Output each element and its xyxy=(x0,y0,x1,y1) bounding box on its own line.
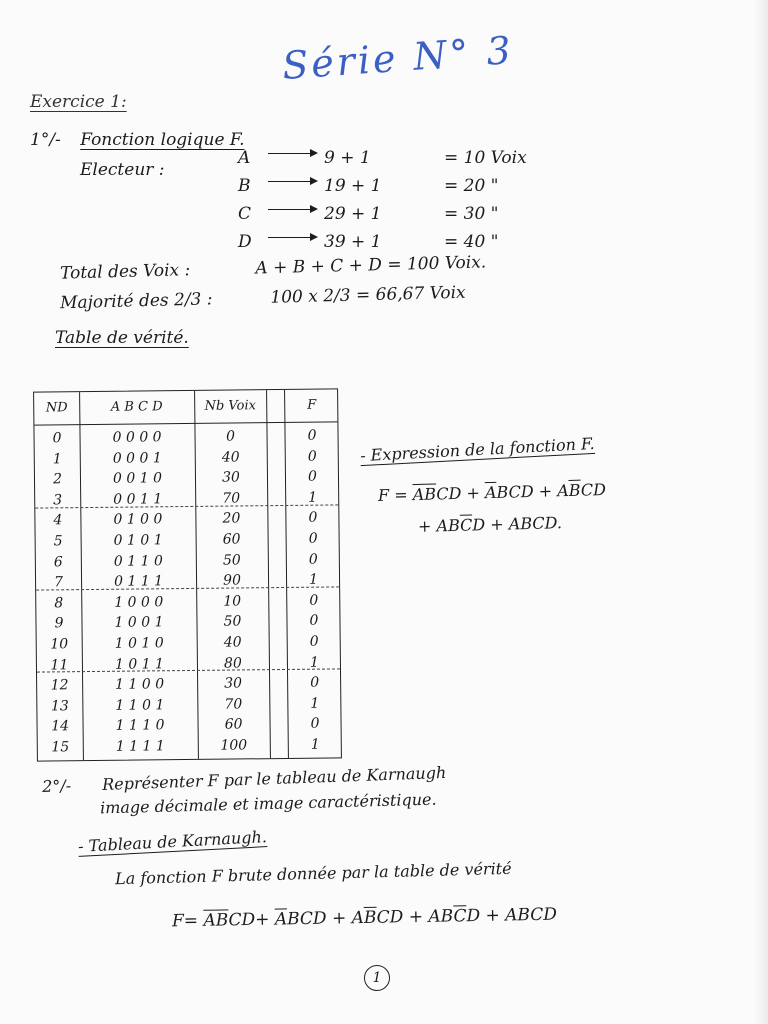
electeur-result: = 30 " xyxy=(444,204,499,224)
electeur-calc: 29 + 1 xyxy=(324,204,382,224)
arrow-icon xyxy=(268,181,316,182)
table-cell: 1 0 1 0 xyxy=(114,635,164,652)
table-cell: 0 xyxy=(226,428,236,445)
table-cell: 50 xyxy=(222,552,241,569)
table-cell: 0 xyxy=(309,633,319,650)
table-cell: 90 xyxy=(223,572,242,589)
table-cell: 2 xyxy=(52,471,63,488)
electeur-list xyxy=(238,148,527,252)
expression-line-1: $F = \overline{A}\overline{B}CD + \overline{A}BCD + A\overline{B}CD$ xyxy=(377,480,607,505)
electeur-var: D xyxy=(238,232,252,252)
table-cell: 60 xyxy=(222,531,241,548)
electeur-row xyxy=(238,204,527,224)
table-cell: 3 xyxy=(53,492,63,509)
table-cell: 50 xyxy=(223,613,242,631)
table-cell: 0 0 0 0 xyxy=(112,429,162,446)
table-cell: 0 0 0 1 xyxy=(112,449,162,467)
series-title: Série N° 3 xyxy=(280,27,516,89)
electeur-result: = 40 " xyxy=(444,232,499,252)
table-cell: 14 xyxy=(51,718,70,735)
arrow-icon xyxy=(268,237,316,238)
table-cell: 1 1 0 1 xyxy=(115,697,165,714)
page-edge xyxy=(754,0,768,1024)
table-cell: 0 xyxy=(310,716,320,733)
exercise-heading: Exercice 1: xyxy=(30,92,127,112)
table-cell: 1 xyxy=(310,695,320,712)
table-cell: 0 0 1 0 xyxy=(112,470,163,487)
majorite-expression: 100 x 2/3 = 66,67 Voix xyxy=(270,282,466,308)
karnaugh-title: - Tableau de Karnaugh. xyxy=(77,827,268,856)
table-cell: 0 xyxy=(308,551,318,568)
majorite-label: Majorité des 2/3 : xyxy=(59,289,213,314)
majorite xyxy=(60,283,466,314)
table-header: ND xyxy=(45,400,68,416)
karnaugh-heading xyxy=(78,827,268,856)
table-cell: 8 xyxy=(54,595,64,612)
table-cell: 1 xyxy=(52,450,62,467)
table-cell: 10 xyxy=(223,593,242,610)
table-cell: 5 xyxy=(53,533,63,550)
table-cell: 0 xyxy=(309,592,319,609)
table-header: F xyxy=(307,397,317,413)
table-cell: 1 xyxy=(309,654,319,671)
table-cell: 20 xyxy=(222,510,241,528)
total-label: Total des Voix : xyxy=(59,260,191,284)
table-cell: 0 1 0 1 xyxy=(113,532,163,549)
expression-heading xyxy=(360,434,595,465)
question-2-line-2: image décimale et image caractéristique. xyxy=(99,789,437,818)
electeur-result: = 10 Voix xyxy=(444,148,527,168)
table-cell: 30 xyxy=(224,675,243,692)
electeur-calc: 9 + 1 xyxy=(324,148,371,168)
table-cell: 0 xyxy=(308,510,318,527)
table-cell: 1 0 0 0 xyxy=(114,594,164,611)
karnaugh-expression: $F= \overline{A}\overline{B}CD+ \overline{A}BCD + A\overline{B}CD + AB\overline{C}D$ + ABCD xyxy=(171,904,558,932)
table-cell: 0 xyxy=(307,448,317,465)
table-cell: 1 xyxy=(310,736,320,753)
table-cell: 13 xyxy=(50,698,69,715)
table-cell: 9 xyxy=(54,615,64,632)
question-1-text: Fonction logique F. xyxy=(80,130,245,150)
table-cell: 1 1 1 0 xyxy=(115,717,165,735)
table-cell: 0 0 1 1 xyxy=(113,491,163,508)
table-cell: 10 xyxy=(50,636,69,653)
electeur-calc: 19 + 1 xyxy=(324,176,382,196)
table-cell: 1 0 1 1 xyxy=(114,655,164,673)
electeur-row xyxy=(238,148,527,168)
table-cell: 60 xyxy=(224,716,243,734)
table-cell: 0 1 0 0 xyxy=(113,511,163,529)
table-cell: 80 xyxy=(223,655,242,672)
electeur-calc: 39 + 1 xyxy=(324,232,382,252)
table-heading: Table de vérité. xyxy=(55,328,189,348)
electeur-result: = 20 " xyxy=(444,176,499,196)
table-cell: 0 xyxy=(309,613,319,630)
electeur-row xyxy=(238,232,527,252)
table-cell: 0 xyxy=(307,468,318,485)
table-cell: 0 xyxy=(307,427,317,444)
table-cell: 1 xyxy=(308,489,318,506)
total-voix xyxy=(60,252,487,283)
expression-title: - Expression de la fonction F. xyxy=(359,433,596,466)
table-cell: 0 xyxy=(308,530,318,547)
table-cell: 40 xyxy=(223,634,242,651)
table-cell: 0 xyxy=(310,674,320,691)
table-header: A B C D xyxy=(110,399,163,415)
table-cell: 0 xyxy=(52,430,62,447)
table-cell: 30 xyxy=(221,469,240,486)
page-number: 1 xyxy=(364,965,390,991)
table-cell: 1 xyxy=(309,571,319,588)
table-cell: 6 xyxy=(53,553,63,570)
table-cell: 12 xyxy=(50,677,69,694)
karnaugh-text: La fonction F brute donnée par la table de vérité xyxy=(114,858,512,889)
expression-line-2: + $AB\overline{C}D$ + ABCD. xyxy=(417,513,563,536)
page-header xyxy=(0,0,768,100)
table-cell: 1 1 1 1 xyxy=(115,738,165,755)
truth-table xyxy=(33,388,342,761)
electeur-var: C xyxy=(238,204,252,224)
arrow-icon xyxy=(268,153,316,154)
arrow-icon xyxy=(268,209,316,210)
electeur-row xyxy=(238,176,527,196)
table-cell: 40 xyxy=(221,449,240,466)
total-expression: A + B + C + D = 100 Voix. xyxy=(255,252,487,279)
question-1-number: 1°/- xyxy=(30,130,61,150)
table-cell: 4 xyxy=(53,512,63,529)
table-cell: 1 1 0 0 xyxy=(115,676,165,693)
table-cell: 100 xyxy=(220,737,248,754)
table-cell: 11 xyxy=(50,656,69,674)
table-header: Nb Voix xyxy=(204,398,256,414)
table-cell: 7 xyxy=(54,574,64,591)
table-cell: 15 xyxy=(51,739,70,756)
question-2-line-1: Représenter F par le tableau de Karnaugh xyxy=(101,762,447,794)
table-cell: 0 1 1 0 xyxy=(113,552,163,570)
electeur-var: A xyxy=(238,148,251,168)
table-cell: 70 xyxy=(224,696,243,713)
electeur-label: Electeur : xyxy=(80,160,165,180)
question-1 xyxy=(30,130,244,150)
table-cell: 1 0 0 1 xyxy=(114,614,164,632)
table-cell: 0 1 1 1 xyxy=(113,573,164,590)
table-cell: 70 xyxy=(222,490,241,507)
electeur-var: B xyxy=(238,176,251,196)
question-2-number: 2°/- xyxy=(41,776,72,797)
